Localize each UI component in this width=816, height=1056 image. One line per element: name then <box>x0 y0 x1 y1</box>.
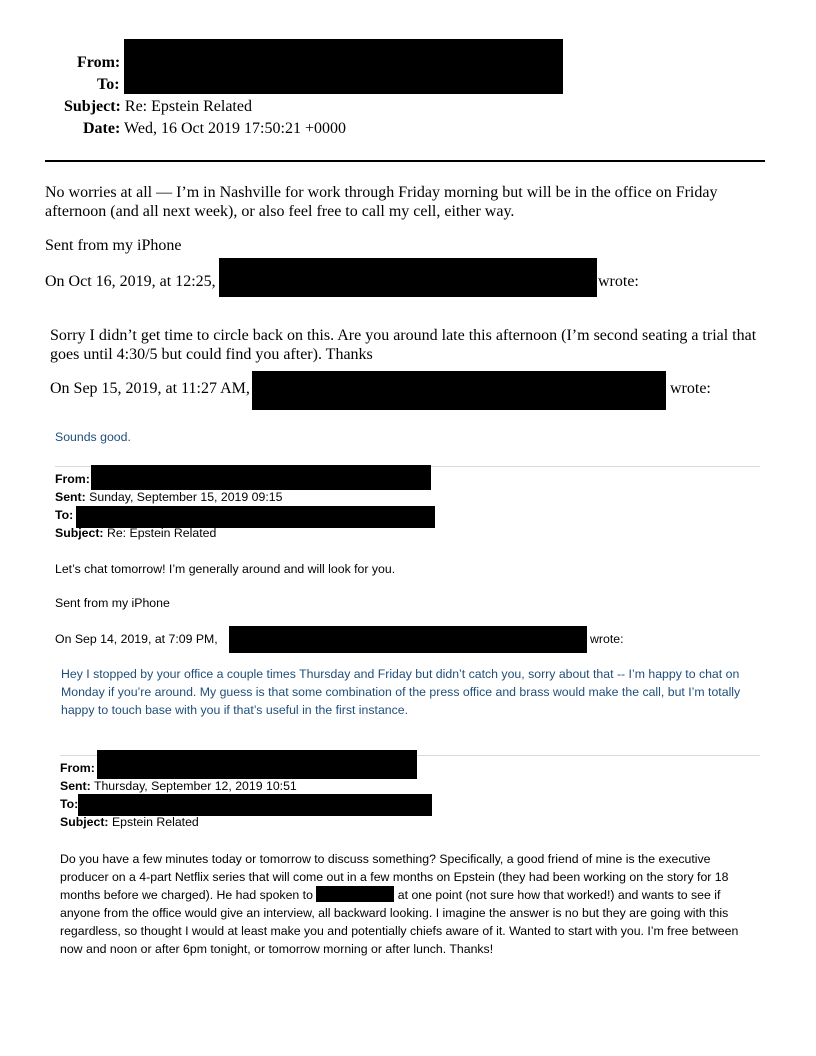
reply2-body: Sorry I didn’t get time to circle back on this. Are you around late this afternoon (I’m second seating a trial that goes until 4:30/5 but could find you after). Thanks <box>50 327 757 363</box>
email3-sent-value: Thursday, September 12, 2019 10:51 <box>93 779 297 793</box>
reply2-quote-suffix: wrote: <box>670 380 711 397</box>
email3-subject-value: Epstein Related <box>111 815 199 829</box>
redaction-email2-to <box>76 506 435 528</box>
email2-subject <box>55 526 216 540</box>
email3-to-label: To: <box>60 797 79 811</box>
email2-subject-value: Re: Epstein Related <box>106 526 217 540</box>
email2-to-label: To: <box>55 508 74 522</box>
header-from-label: From: <box>77 54 121 71</box>
reply1-signature: Sent from my iPhone <box>45 237 182 254</box>
header-date-label: Date: <box>83 120 121 137</box>
email3-from-label: From: <box>60 761 95 775</box>
header-date-value: Wed, 16 Oct 2019 17:50:21 +0000 <box>124 120 346 137</box>
email3-subject <box>60 815 199 829</box>
email3-sent <box>60 779 297 793</box>
email3-body <box>60 850 760 958</box>
header-to-label: To: <box>97 76 120 93</box>
header-subject <box>64 98 252 116</box>
email2-subject-label: Subject: <box>55 526 104 540</box>
email3-subject-label: Subject: <box>60 815 109 829</box>
email2-sent-label: Sent: <box>55 490 86 504</box>
email3-body-part2: at one point (not sure how that worked!) and wants to see if anyone from the office would give an interview, all backward looking. I imagine the answer is no but they are going with this regardless, so thought I would at least make you and potentially chiefs aware of it. Wanted to start with you. I’m free between now and noon or after 6pm tonight, or tomorrow morning or after lunch. Thanks! <box>60 888 739 956</box>
reply4-body: Hey I stopped by your office a couple times Thursday and Friday but didn’t catch you, sorry about that -- I’m happy to chat on Monday if you’re around. My guess is that some combination of the press office and brass would make the call, but I’m totally happy to touch base with you if that’s useful in the first instance. <box>61 667 741 717</box>
redaction-email3-to <box>78 794 432 816</box>
reply2-quote-prefix: On Sep 15, 2019, at 11:27 AM, <box>50 380 250 397</box>
email2-quote-suffix: wrote: <box>590 632 624 646</box>
header-divider <box>45 160 765 162</box>
reply1-quote-prefix: On Oct 16, 2019, at 12:25, <box>45 273 216 290</box>
redaction-reply1-sender <box>219 258 597 297</box>
redaction-reply2-sender <box>252 371 666 410</box>
redaction-email3-from <box>97 750 417 779</box>
header-date <box>83 120 346 138</box>
email2-sent-value: Sunday, September 15, 2019 09:15 <box>89 490 283 504</box>
email3-body-part1: Do you have a few minutes today or tomorrow to discuss something? Specifically, a good friend of mine is the executive producer on a 4-part Netflix series that will come out in a few months on Epstein (they had been working on the story for 18 months before we charged). He had spoken to <box>60 852 729 902</box>
reply3-body: Sounds good. <box>55 430 131 444</box>
header-subject-label: Subject: <box>64 98 121 115</box>
redaction-email2-quote-sender <box>229 626 587 653</box>
redaction-email3-body-name <box>316 886 394 902</box>
email2-signature: Sent from my iPhone <box>55 596 170 610</box>
reply1-quote-suffix: wrote: <box>598 273 639 290</box>
reply1-body: No worries at all — I’m in Nashville for work through Friday morning but will be in the office on Friday afternoon (and all next week), or also feel free to call my cell, either way. <box>45 184 718 220</box>
email3-sent-label: Sent: <box>60 779 91 793</box>
email2-quote-prefix: On Sep 14, 2019, at 7:09 PM, <box>55 632 218 646</box>
header-subject-value: Re: Epstein Related <box>124 98 252 115</box>
redaction-header-from-to <box>124 39 563 94</box>
email2-from-label: From: <box>55 472 90 486</box>
redaction-email2-from <box>91 465 431 490</box>
email2-body: Let’s chat tomorrow! I’m generally around and will look for you. <box>55 562 396 576</box>
email2-sent <box>55 490 282 504</box>
